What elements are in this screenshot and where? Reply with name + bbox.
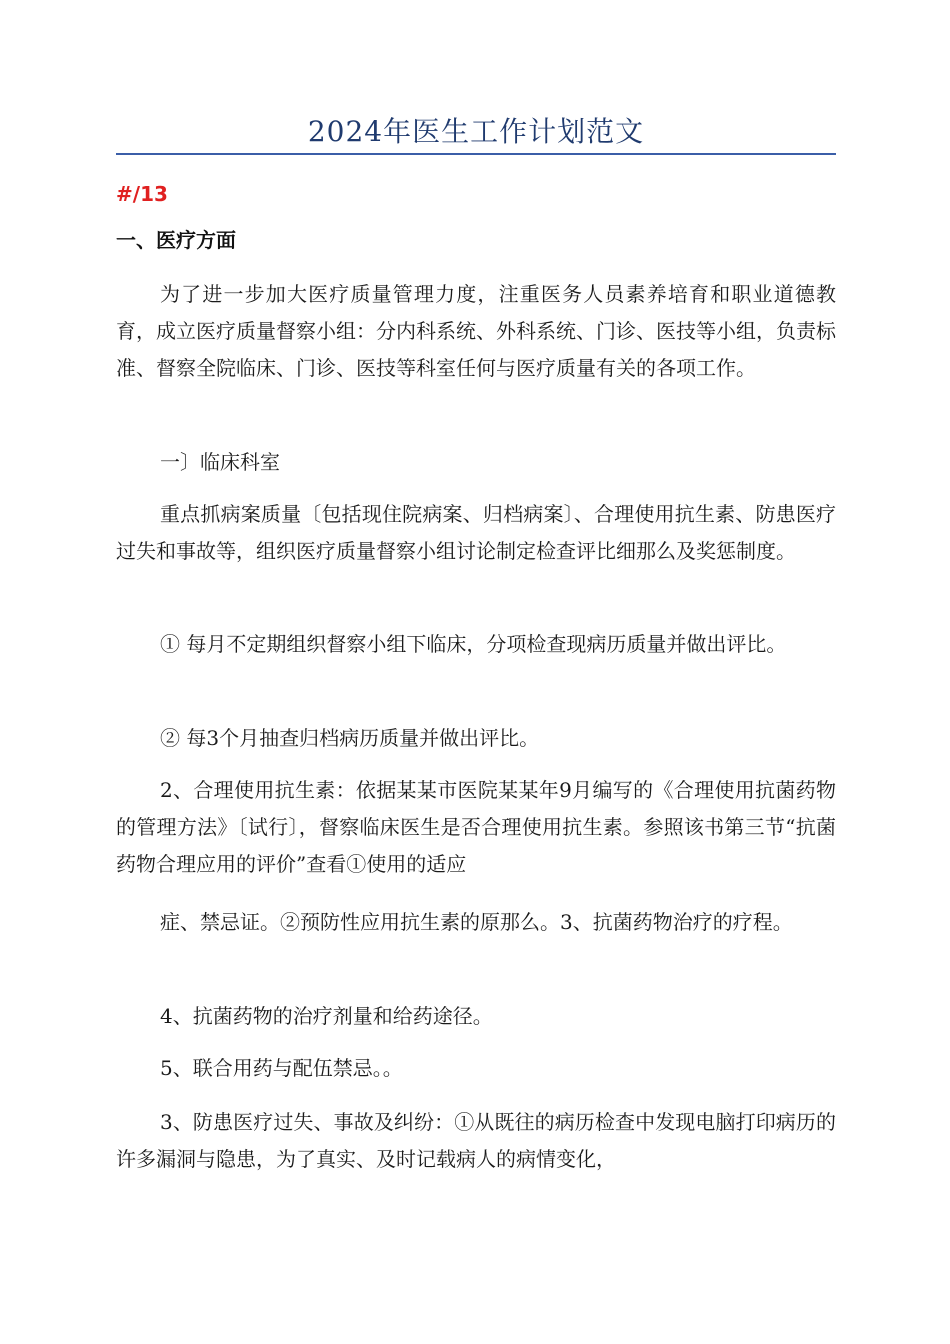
paragraph-intro: 为了进一步加大医疗质量管理力度，注重医务人员素养培育和职业道德教育，成立医疗质量督察小组：分内科系统、外科系统、门诊、医技等小组，负责标准、督察全院临床、门诊、医技等科室任何与医疗质量有关的各项工作。 bbox=[116, 282, 836, 380]
section-heading: 一、医疗方面 bbox=[116, 228, 236, 252]
paragraph-item-2: ② 每3个月抽查归档病历质量并做出评比。 bbox=[160, 726, 540, 750]
page-marker: #/13 bbox=[116, 182, 168, 206]
paragraph-prevention: 3、防患医疗过失、事故及纠纷：①从既往的病历检查中发现电脑打印病历的许多漏洞与隐患，为了真实、及时记载病人的病情变化， bbox=[116, 1110, 836, 1171]
paragraph-combination: 5、联合用药与配伍禁忌。。 bbox=[160, 1056, 403, 1080]
paragraph-dosage: 4、抗菌药物的治疗剂量和给药途径。 bbox=[160, 1004, 493, 1028]
paragraph-subheading-clinical: 一〕临床科室 bbox=[160, 450, 280, 474]
paragraph-item-1: ① 每月不定期组织督察小组下临床，分项检查现病历质量并做出评比。 bbox=[160, 632, 787, 656]
paragraph-key-focus: 重点抓病案质量〔包括现住院病案、归档病案〕、合理使用抗生素、防患医疗过失和事故等，组织医疗质量督察小组讨论制定检查评比细那么及奖惩制度。 bbox=[116, 502, 836, 563]
document-title: 2024年医生工作计划范文 bbox=[307, 115, 645, 148]
paragraph-antibiotics: 2、合理使用抗生素：依据某某市医院某某年9月编写的《合理使用抗菌药物的管理方法》〔试行〕，督察临床医生是否合理使用抗生素。参照该书第三节“抗菌药物合理应用的评价”查看①使用的适应 bbox=[116, 778, 836, 876]
paragraph-indications: 症、禁忌证。②预防性应用抗生素的原那么。3、抗菌药物治疗的疗程。 bbox=[160, 910, 793, 934]
title-underline bbox=[116, 153, 836, 155]
